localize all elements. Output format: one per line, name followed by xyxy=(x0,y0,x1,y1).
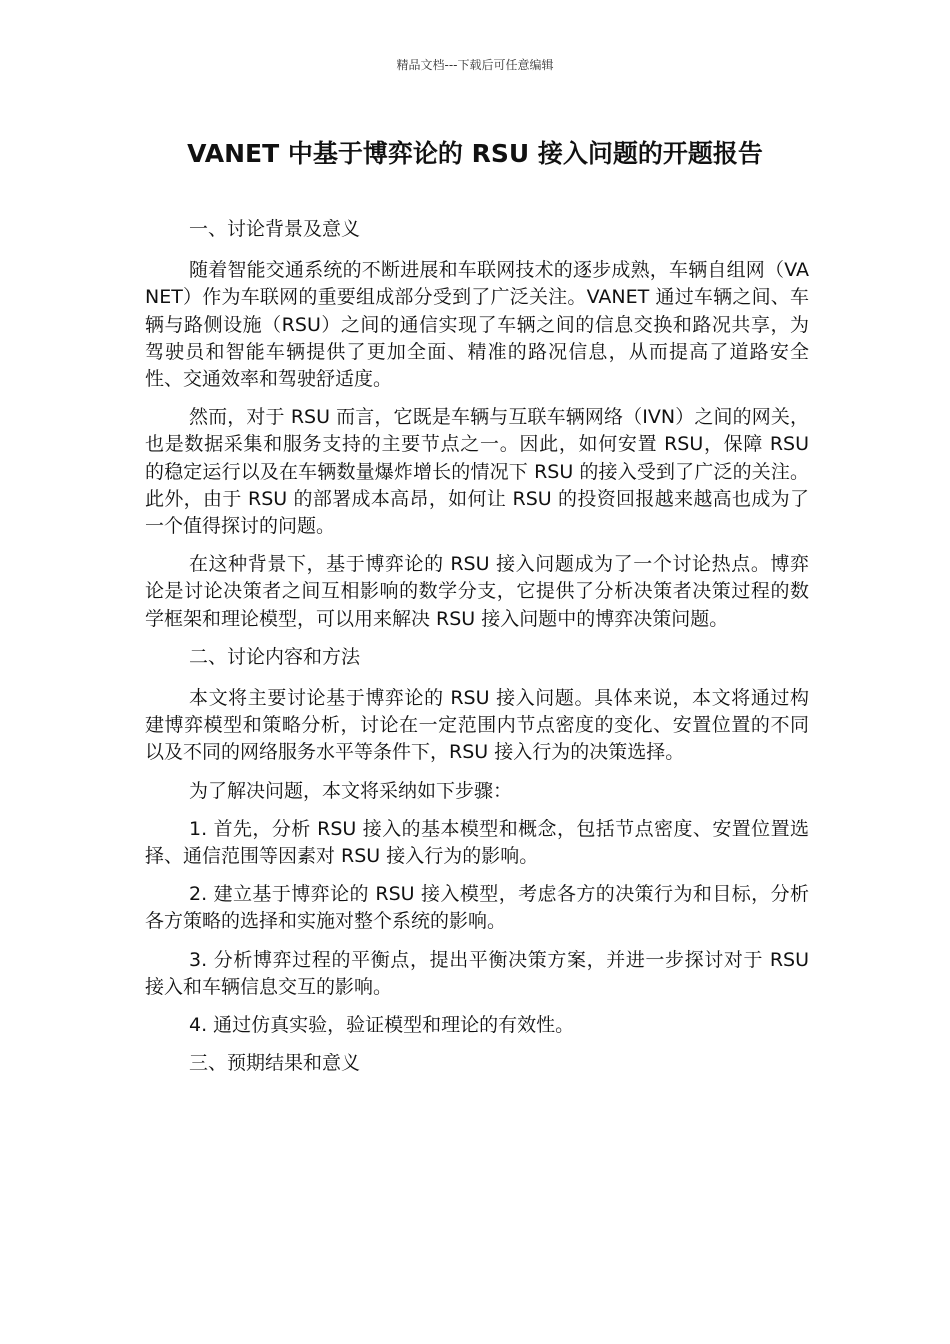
document-body xyxy=(145,216,809,1091)
document-title: VANET 中基于博弈论的 RSU 接入问题的开题报告 xyxy=(187,139,763,168)
paragraph-rsu-role: 然而，对于 RSU 而言，它既是车辆与互联车辆网络（IVN）之间的网关，也是数据采集和服务支持的主要节点之一。因此，如何安置 RSU，保障 RSU 的稳定运行以及在车辆数量爆炸增长的情况下 RSU 的接入受到了广泛的关注。此外，由于 RSU 的部署成本高昂，如何让 RSU 的投资回报越来越高也成为了一个值得探讨的问题。 xyxy=(145,406,809,538)
list-item-step-2: 2. 建立基于博弈论的 RSU 接入模型，考虑各方的决策行为和目标，分析各方策略的选择和实施对整个系统的影响。 xyxy=(145,883,809,933)
section-heading-background: 一、讨论背景及意义 xyxy=(189,218,361,240)
list-item-step-3: 3. 分析博弈过程的平衡点，提出平衡决策方案，并进一步探讨对于 RSU 接入和车辆信息交互的影响。 xyxy=(145,948,809,998)
paragraph-game-theory: 在这种背景下，基于博弈论的 RSU 接入问题成为了一个讨论热点。博弈论是讨论决策者之间互相影响的数学分支，它提供了分析决策者决策过程的数学框架和理论模型，可以用来解决 RSU 接入问题中的博弈决策问题。 xyxy=(145,553,809,630)
header-note: 精品文档---下载后可任意编辑 xyxy=(396,58,554,72)
list-item-step-1: 1. 首先，分析 RSU 接入的基本模型和概念，包括节点密度、安置位置选择、通信范围等因素对 RSU 接入行为的影响。 xyxy=(145,817,809,868)
paragraph-research-scope: 本文将主要讨论基于博弈论的 RSU 接入问题。具体来说，本文将通过构建博弈模型和策略分析，讨论在一定范围内节点密度的变化、安置位置的不同以及不同的网络服务水平等条件下，RSU 接入行为的决策选择。 xyxy=(145,687,809,764)
paragraph-vanet-intro: 随着智能交通系统的不断进展和车联网技术的逐步成熟，车辆自组网（VANET）作为车联网的重要组成部分受到了广泛关注。VANET 通过车辆之间、车辆与路侧设施（RSU）之间的通信实现了车辆之间的信息交换和路况共享，为驾驶员和智能车辆提供了更加全面、精准的路况信息，从而提高了道路安全性、交通效率和驾驶舒适度。 xyxy=(145,259,809,391)
list-item-step-4: 4. 通过仿真实验，验证模型和理论的有效性。 xyxy=(189,1014,575,1037)
section-heading-content-methods: 二、讨论内容和方法 xyxy=(189,645,361,668)
paragraph-steps-intro: 为了解决问题，本文将采纳如下步骤： xyxy=(189,779,513,802)
section-heading-expected-results: 三、预期结果和意义 xyxy=(189,1052,361,1075)
